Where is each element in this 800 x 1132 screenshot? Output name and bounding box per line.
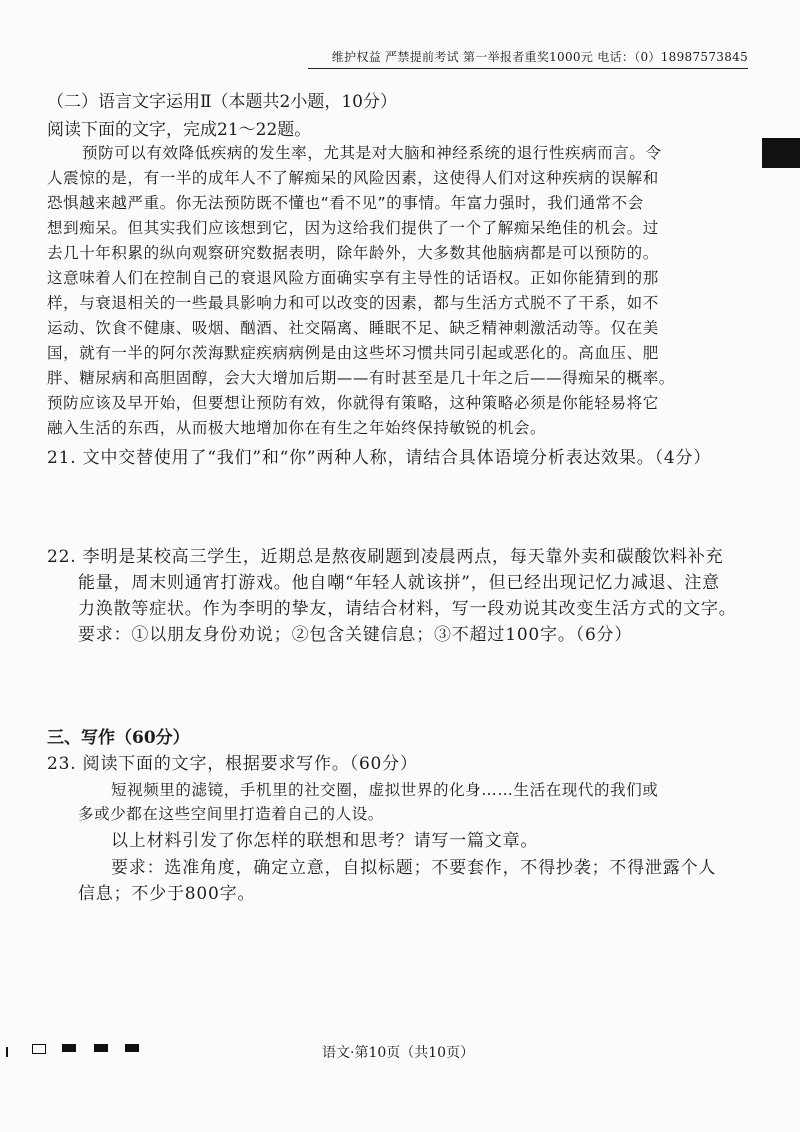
passage-line: 运动、饮食不健康、吸烟、酗酒、社交隔离、睡眠不足、缺乏精神刺激活动等。仅在美 — [47, 319, 659, 337]
material-line: 短视频里的滤镜，手机里的社交圈，虚拟世界的化身……生活在现代的我们或 — [111, 781, 659, 799]
page-number: 语文·第10页（共10页） — [322, 1045, 475, 1061]
passage-line: 预防应该及早开始，但要想让预防有效，你就得有策略，这种策略必须是你能轻易将它 — [47, 394, 659, 412]
registration-mark — [94, 1044, 108, 1052]
question-22-line: 能量，周末则通宵打游戏。他自嘲“年轻人就该拼”，但已经出现记忆力减退、注意 — [78, 573, 720, 593]
passage-line: 恐惧越来越严重。你无法预防既不懂也“看不见”的事情。年富力强时，我们通常不会 — [47, 194, 644, 212]
passage-line: 样，与衰退相关的一些最具影响力和可以改变的因素，都与生活方式脱不了干系，如不 — [47, 294, 659, 312]
passage-line: 人震惊的是，有一半的成年人不了解痴呆的风险因素，这使得人们对这种疾病的误解和 — [47, 169, 659, 187]
passage-line: 国，就有一半的阿尔茨海默症疾病病例是由这些坏习惯共同引起或恶化的。高血压、肥 — [47, 344, 659, 362]
page-edge-tab — [762, 138, 800, 168]
section-3-title: 三、写作（60分） — [47, 728, 190, 748]
requirement-line: 要求：选准角度，确定立意，自拟标题；不要套作，不得抄袭；不得泄露个人 — [111, 858, 717, 878]
section-2-instruction: 阅读下面的文字，完成21～22题。 — [47, 120, 312, 140]
passage-line: 想到痴呆。但其实我们应该想到它，因为这给我们提供了一个了解痴呆绝佳的机会。过 — [47, 219, 659, 237]
prompt-line: 以上材料引发了你怎样的联想和思考？请写一篇文章。 — [111, 831, 539, 851]
exam-security-notice: 维护权益 严禁提前考试 第一举报者重奖1000元 电话：（0）18987573845 — [308, 48, 748, 69]
requirement-line: 信息；不少于800字。 — [78, 884, 256, 904]
registration-mark-hollow — [32, 1044, 46, 1054]
scan-tick-mark — [6, 1047, 8, 1057]
question-22-line: 要求：①以朋友身份劝说；②包含关键信息；③不超过100字。（6分） — [78, 625, 633, 645]
registration-mark — [62, 1044, 76, 1052]
passage-line: 这意味着人们在控制自己的衰退风险方面确实享有主导性的话语权。正如你能猜到的那 — [47, 269, 659, 287]
question-23-title: 23. 阅读下面的文字，根据要求写作。（60分） — [47, 754, 418, 774]
passage-line: 融入生活的东西，从而极大地增加你在有生之年始终保持敏锐的机会。 — [47, 419, 547, 437]
passage-line: 去几十年积累的纵向观察研究数据表明，除年龄外，大多数其他脑病都是可以预防的。 — [47, 244, 659, 262]
question-21-text: 21. 文中交替使用了“我们”和“你”两种人称，请结合具体语境分析表达效果。（4分） — [47, 448, 712, 468]
section-2-title: （二）语言文字运用Ⅱ（本题共2小题，10分） — [47, 92, 398, 112]
question-22-line: 力涣散等症状。作为李明的挚友，请结合材料，写一段劝说其改变生活方式的文字。 — [78, 599, 737, 619]
passage-line: 胖、糖尿病和高胆固醇，会大大增加后期——有时甚至是几十年之后——得痴呆的概率。 — [47, 369, 675, 387]
passage-line: 预防可以有效降低疾病的发生率，尤其是对大脑和神经系统的退行性疾病而言。令 — [82, 144, 662, 162]
registration-mark — [125, 1044, 139, 1052]
question-22-line: 22. 李明是某校高三学生，近期总是熬夜刷题到凌晨两点，每天靠外卖和碳酸饮料补充 — [47, 547, 724, 567]
material-line: 多或少都在这些空间里打造着自己的人设。 — [78, 805, 384, 823]
